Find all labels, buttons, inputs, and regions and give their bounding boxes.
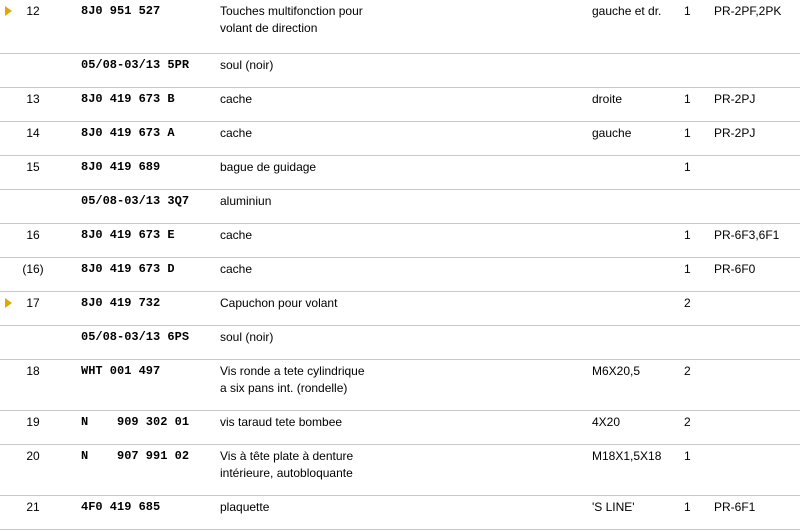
description-cell <box>220 261 252 278</box>
position-cell: 18 <box>26 364 40 378</box>
position-cell: 14 <box>26 126 40 140</box>
position-cell: 12 <box>26 4 40 18</box>
description-line: vis taraud tete bombee <box>220 415 343 429</box>
description-line: cache <box>220 126 253 140</box>
part-number-cell: 8J0 419 673 B <box>81 92 175 106</box>
table-row[interactable] <box>0 411 800 445</box>
description-line: cache <box>220 92 253 106</box>
row-pointer-icon <box>5 6 12 16</box>
position-cell: 15 <box>26 160 40 174</box>
description-cell <box>220 329 273 346</box>
remark-cell: M18X1,5X18 <box>592 449 662 463</box>
table-row[interactable] <box>0 445 800 496</box>
part-number-cell: N 907 991 02 <box>81 449 190 463</box>
quantity-cell: 1 <box>684 126 691 140</box>
part-number-cell: 8J0 419 732 <box>81 296 161 310</box>
description-cell <box>220 125 252 142</box>
pr-code-cell: PR-2PF,2PK <box>714 4 782 18</box>
remark-cell: gauche <box>592 126 632 140</box>
quantity-cell: 1 <box>684 500 691 514</box>
quantity-cell: 2 <box>684 296 691 310</box>
description-cell <box>220 414 342 431</box>
remark-cell: M6X20,5 <box>592 364 641 378</box>
part-number-cell: 4F0 419 685 <box>81 500 161 514</box>
quantity-cell: 2 <box>684 364 691 378</box>
position-cell: 21 <box>26 500 40 514</box>
remark-cell: 'S LINE' <box>592 500 635 514</box>
description-line: volant de direction <box>220 21 318 35</box>
description-cell <box>220 159 316 176</box>
description-cell <box>220 448 353 482</box>
part-number-cell: 05/08-03/13 5PR <box>81 58 190 72</box>
description-line: Touches multifonction pour <box>220 4 363 18</box>
position-cell: 16 <box>26 228 40 242</box>
description-line: Vis à tête plate à denture <box>220 449 354 463</box>
part-number-cell: N 909 302 01 <box>81 415 190 429</box>
part-number-cell: 8J0 951 527 <box>81 4 161 18</box>
part-number-cell: 8J0 419 689 <box>81 160 161 174</box>
table-row[interactable] <box>0 224 800 258</box>
description-cell <box>220 363 365 397</box>
position-cell: 17 <box>26 296 40 310</box>
description-cell <box>220 3 363 37</box>
pr-code-cell: PR-6F0 <box>714 262 756 276</box>
pr-code-cell: PR-6F1 <box>714 500 756 514</box>
description-line: Vis ronde a tete cylindrique <box>220 364 365 378</box>
part-number-cell: 8J0 419 673 A <box>81 126 175 140</box>
table-row[interactable] <box>0 156 800 190</box>
description-line: Capuchon pour volant <box>220 296 338 310</box>
part-number-cell: 8J0 419 673 D <box>81 262 175 276</box>
pr-code-cell: PR-6F3,6F1 <box>714 228 780 242</box>
pr-code-cell: PR-2PJ <box>714 126 756 140</box>
description-cell <box>220 295 337 312</box>
table-row[interactable] <box>0 292 800 326</box>
description-line: cache <box>220 228 253 242</box>
remark-cell: 4X20 <box>592 415 621 429</box>
position-cell: 20 <box>26 449 40 463</box>
quantity-cell: 1 <box>684 228 691 242</box>
description-line: bague de guidage <box>220 160 317 174</box>
position-cell: 13 <box>26 92 40 106</box>
part-number-cell: 8J0 419 673 E <box>81 228 175 242</box>
table-row[interactable] <box>0 258 800 292</box>
quantity-cell: 2 <box>684 415 691 429</box>
description-line: aluminiun <box>220 194 272 208</box>
table-row[interactable] <box>0 326 800 360</box>
quantity-cell: 1 <box>684 262 691 276</box>
remark-cell: gauche et dr. <box>592 4 662 18</box>
table-row[interactable] <box>0 88 800 122</box>
description-line: a six pans int. (rondelle) <box>220 381 348 395</box>
quantity-cell: 1 <box>684 92 691 106</box>
part-number-cell: 05/08-03/13 3Q7 <box>81 194 190 208</box>
table-row[interactable] <box>0 360 800 411</box>
description-cell <box>220 91 252 108</box>
part-number-cell: 05/08-03/13 6PS <box>81 330 190 344</box>
description-cell <box>220 499 269 516</box>
description-line: soul (noir) <box>220 330 274 344</box>
quantity-cell: 1 <box>684 160 691 174</box>
table-row[interactable] <box>0 122 800 156</box>
table-row[interactable] <box>0 496 800 530</box>
description-cell <box>220 227 252 244</box>
part-number-cell: WHT 001 497 <box>81 364 161 378</box>
table-row[interactable] <box>0 0 800 54</box>
description-cell <box>220 57 273 74</box>
pr-code-cell: PR-2PJ <box>714 92 756 106</box>
table-row[interactable] <box>0 190 800 224</box>
description-line: intérieure, autobloquante <box>220 466 353 480</box>
position-cell: (16) <box>22 262 44 276</box>
description-line: plaquette <box>220 500 270 514</box>
quantity-cell: 1 <box>684 4 691 18</box>
quantity-cell: 1 <box>684 449 691 463</box>
row-pointer-icon <box>5 298 12 308</box>
description-line: cache <box>220 262 253 276</box>
position-cell: 19 <box>26 415 40 429</box>
table-row[interactable] <box>0 54 800 88</box>
remark-cell: droite <box>592 92 623 106</box>
description-line: soul (noir) <box>220 58 274 72</box>
description-cell <box>220 193 271 210</box>
